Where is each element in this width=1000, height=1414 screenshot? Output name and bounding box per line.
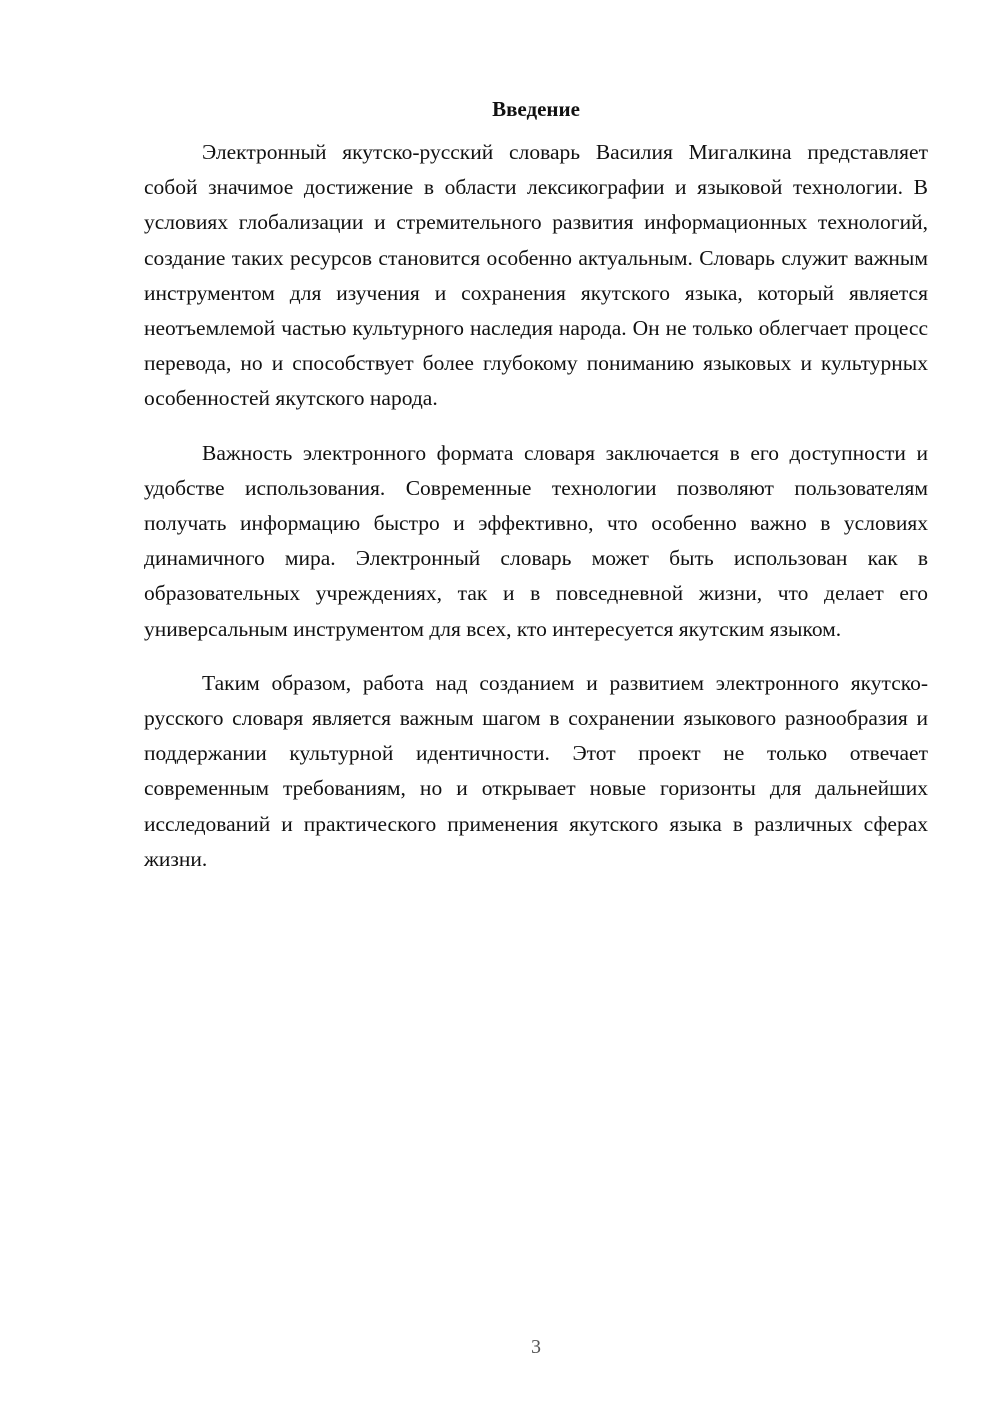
paragraph-2: Важность электронного формата словаря заключается в его доступности и удобстве использования. Современные технологии позволяют пользователям получать информацию быстро и эффективно, что особенно важно в условиях динамичного мира. Электронный словарь может быть использован как в образовательных учреждениях, так и в повседневной жизни, что делает его универсальным инструментом для всех, кто интересуется якутским языком. xyxy=(144,440,928,641)
paragraph-3: Таким образом, работа над созданием и развитием электронного якутско-русского словаря является важным шагом в сохранении языкового разнообразия и поддержании культурной идентичности. Этот проект не только отвечает современным требованиям, но и открывает новые горизонты для дальнейших исследований и практического применения якутского языка в различных сферах жизни. xyxy=(144,670,928,871)
paragraph-1: Электронный якутско-русский словарь Василия Мигалкина представляет собой значимое достижение в области лексикографии и языковой технологии. В условиях глобализации и стремительного развития информационных технологий, создание таких ресурсов становится особенно актуальным. Словарь служит важным инструментом для изучения и сохранения якутского языка, который является неотъемлемой частью культурного наследия народа. Он не только облегчает процесс перевода, но и способствует более глубокому пониманию языковых и культурных особенностей якутского народа. xyxy=(144,140,928,411)
page-content xyxy=(144,92,928,896)
section-heading: Введение xyxy=(492,97,580,121)
page-number: 3 xyxy=(531,1336,541,1358)
